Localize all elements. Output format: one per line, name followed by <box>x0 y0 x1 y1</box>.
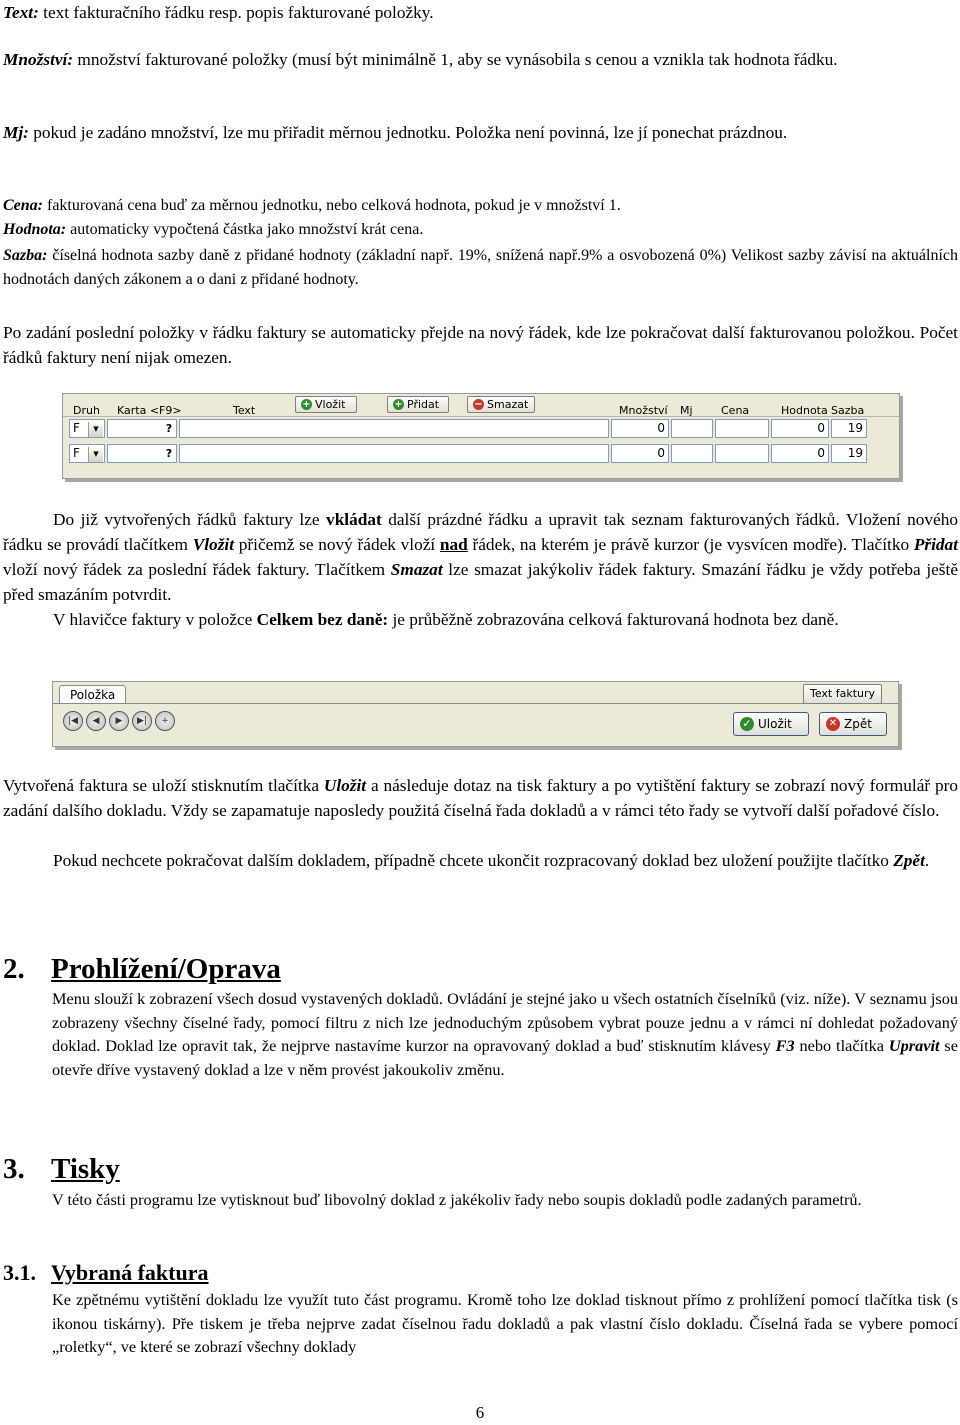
paragraph-cancel <box>3 848 958 873</box>
text-span: vloží nový řádek za poslední řádek faktury. Tlačítkem <box>3 560 391 579</box>
section-body: Ke zpětnému vytištění dokladu lze využít tuto část programu. Kromě toho lze doklad tisknout přímo z prohlížení pomocí tlačítka tisk (s ikonou tiskárny). Pře tiskem je třeba nejprve zadat číselnou řadu dokladů a pak vlastní číslo dokladu. Číselná řada se vybere pomocí „roletky“, ve které se zobrazí všechny doklady <box>52 1290 958 1356</box>
back-button[interactable] <box>819 712 887 736</box>
section-number: 3. <box>3 1153 25 1185</box>
druh-value: F <box>73 421 80 435</box>
minus-icon: − <box>474 399 483 410</box>
text-span: Menu slouží k zobrazení všech dosud vystavených dokladů. Ovládání je stejné jako u všech ostatních číselníků (viz. níže). V seznamu jsou zobrazeny všechny číselné řady, pomocí filtru z nich lze jednoduchým způsobem vybrat pouze jednu a v rámci ní dohledat požadovaný doklad. Doklad lze opravit tak, že nejprve nastavíme kurzor na opravovaný doklad a buď stisknutím klávesy <box>52 989 958 1055</box>
amount-field[interactable]: 0 <box>771 419 829 438</box>
insert-button-label: Vložit <box>315 398 346 411</box>
lookup-icon[interactable]: ? <box>165 422 173 435</box>
unit-field[interactable] <box>671 444 713 463</box>
tab-polozka[interactable]: Položka <box>59 685 126 704</box>
subsection-heading <box>3 1260 209 1286</box>
text-span: . <box>924 851 930 870</box>
plus-icon: + <box>302 399 311 410</box>
field-label: Cena: <box>3 197 43 214</box>
amount-field[interactable]: 0 <box>771 444 829 463</box>
emphasis: Uložit <box>323 776 367 795</box>
field-label: Mj: <box>3 123 29 142</box>
emphasis: Smazat <box>390 560 443 579</box>
section-heading <box>3 952 281 986</box>
text-span: přičemž se nový řádek vloží <box>234 535 440 554</box>
paragraph-new-row: Po zadání poslední položky v řádku faktury se automaticky přejde na nový řádek, kde lze pokračovat další fakturovanou položkou. Počet řádků faktury není nijak omezen. <box>3 323 958 367</box>
next-record-icon[interactable]: ▶ <box>109 711 129 731</box>
unit-field[interactable] <box>671 419 713 438</box>
col-header-karta[interactable]: Karta <F9> <box>117 404 182 417</box>
chevron-down-icon[interactable]: ▼ <box>88 422 103 437</box>
last-record-icon[interactable]: ▶| <box>132 711 152 731</box>
delete-button-label: Smazat <box>487 398 529 411</box>
karta-field[interactable] <box>107 444 177 463</box>
price-field[interactable] <box>715 444 769 463</box>
field-desc: číselná hodnota sazby daně z přidané hodnoty (základní např. 19%, snížená např.9% a osvobozená 0%) Velikost sazby závisí na aktuálních hodnotách daných zákonem a o dani z přidané hodnoty. <box>3 247 958 288</box>
emphasis: Celkem bez daně: <box>256 610 389 629</box>
plus-icon: + <box>394 399 403 410</box>
emphasis: F3 <box>775 1036 795 1055</box>
check-icon: ✓ <box>740 717 754 731</box>
text-field[interactable] <box>179 444 609 463</box>
quantity-field[interactable]: 0 <box>611 444 669 463</box>
section-heading <box>3 1152 120 1186</box>
section-number: 3.1. <box>3 1260 36 1285</box>
text-span: Pokud nechcete pokračovat dalším dokladem, případně chcete ukončit rozpracovaný doklad bez uložení použijte tlačítko <box>53 851 894 870</box>
close-icon: ✕ <box>826 717 840 731</box>
section-body <box>52 987 958 1081</box>
save-button-label: Uložit <box>758 716 792 731</box>
karta-field[interactable] <box>107 419 177 438</box>
emphasis: nad <box>439 535 468 554</box>
text-span: se otevře dříve vystavený doklad a lze v něm provést jakoukoliv změnu. <box>52 1036 958 1079</box>
table-row[interactable] <box>63 442 899 465</box>
col-header-sazba[interactable]: Sazba <box>831 404 865 417</box>
field-desc: množství fakturované položky (musí být minimálně 1, aby se vynásobila s cenou a vznikla tak hodnota řádku. <box>73 50 838 69</box>
paragraph-insert-rows <box>3 507 958 607</box>
prev-record-icon[interactable]: ◀ <box>86 711 106 731</box>
add-button[interactable] <box>387 396 449 413</box>
text-span: Do již vytvořených řádků faktury lze <box>53 510 327 529</box>
save-button[interactable] <box>733 712 809 736</box>
text-span: lze smazat jakýkoliv řádek faktury. Smazání řádku je vždy potřeba ještě před smazáním potvrdit. <box>3 560 958 604</box>
field-label: Množství: <box>3 50 74 69</box>
field-label: Sazba: <box>3 247 48 264</box>
text-span: a následuje dotaz na tisk faktury a po vytištění faktury se zobrazí nový formulář pro zadání dalšího dokladu. Vždy se zapamatuje naposledy použitá číselná řada dokladů a v rámci této řady se vytvoří další pořadové číslo. <box>3 776 958 820</box>
paragraph-save <box>3 773 958 823</box>
field-hodnota <box>3 218 958 242</box>
col-header-druh[interactable]: Druh <box>73 404 100 417</box>
druh-value: F <box>73 446 80 460</box>
lookup-icon[interactable]: ? <box>165 447 173 460</box>
insert-record-icon[interactable]: + <box>155 711 175 731</box>
record-navigator <box>63 711 175 731</box>
emphasis: Přidat <box>913 535 958 554</box>
text-span: je průběžně zobrazována celková fakturovaná hodnota bez daně. <box>388 610 839 629</box>
col-header-cena[interactable]: Cena <box>721 404 750 417</box>
grid-header <box>63 394 899 417</box>
field-mj <box>3 120 958 145</box>
chevron-down-icon[interactable]: ▼ <box>88 447 103 462</box>
insert-button[interactable] <box>295 396 357 413</box>
col-header-text[interactable]: Text <box>233 404 256 417</box>
emphasis: Zpět <box>893 851 925 870</box>
invoice-text-button[interactable]: Text faktury <box>803 684 882 704</box>
field-desc: text fakturačního řádku resp. popis fakturované položky. <box>38 3 434 22</box>
paragraph-header-total <box>3 607 958 632</box>
text-span: nebo tlačítka <box>794 1036 889 1055</box>
field-desc: fakturovaná cena buď za měrnou jednotku, nebo celková hodnota, pokud je v množství 1. <box>43 197 621 214</box>
field-label: Text: <box>3 3 39 22</box>
field-desc: pokud je zadáno množství, lze mu přiřadit měrnou jednotku. Položka není povinná, lze jí ponechat prázdnou. <box>28 123 788 142</box>
invoice-lines-grid <box>62 393 900 479</box>
rate-field[interactable]: 19 <box>831 419 867 438</box>
field-text <box>3 0 958 25</box>
text-span: V hlavičce faktury v položce <box>53 610 257 629</box>
text-span: Vytvořená faktura se uloží stisknutím tlačítka <box>3 776 324 795</box>
first-record-icon[interactable]: |◀ <box>63 711 83 731</box>
emphasis: Vložit <box>192 535 235 554</box>
back-button-label: Zpět <box>844 716 872 731</box>
rate-field[interactable]: 19 <box>831 444 867 463</box>
text-span: další prázdné řádku a upravit tak seznam fakturovaných řádků. Vložení nového řádku se provádí tlačítkem <box>3 510 958 554</box>
table-row[interactable] <box>63 417 899 440</box>
invoice-footer-panel <box>52 681 899 747</box>
section-title: Tisky <box>51 1153 120 1185</box>
section-title: Prohlížení/Oprava <box>51 953 281 985</box>
price-field[interactable] <box>715 419 769 438</box>
page-number: 6 <box>475 1403 485 1422</box>
field-cena <box>3 194 958 218</box>
emphasis: Upravit <box>888 1036 940 1055</box>
druh-select[interactable] <box>69 444 105 463</box>
druh-select[interactable] <box>69 419 105 438</box>
section-number: 2. <box>3 953 25 985</box>
text-field[interactable] <box>179 419 609 438</box>
col-header-mnozstvi[interactable]: Množství <box>619 404 668 417</box>
section-title: Vybraná faktura <box>51 1260 209 1285</box>
field-sazba <box>3 244 958 292</box>
quantity-field[interactable]: 0 <box>611 419 669 438</box>
section-body: V této části programu lze vytisknout buď libovolný doklad z jakékoliv řady nebo soupis dokladů podle zadaných parametrů. <box>52 1190 862 1209</box>
text-span: řádek, na kterém je právě kurzor (je vysvícen modře). Tlačítko <box>467 535 914 554</box>
field-desc: automaticky vypočtená částka jako množství krát cena. <box>66 221 424 238</box>
emphasis: vkládat <box>326 510 382 529</box>
delete-button[interactable] <box>467 396 535 413</box>
field-mnozstvi <box>3 47 958 72</box>
add-button-label: Přidat <box>407 398 440 411</box>
col-header-hodnota[interactable]: Hodnota <box>781 404 828 417</box>
col-header-mj[interactable]: Mj <box>680 404 693 417</box>
field-label: Hodnota: <box>3 221 67 238</box>
